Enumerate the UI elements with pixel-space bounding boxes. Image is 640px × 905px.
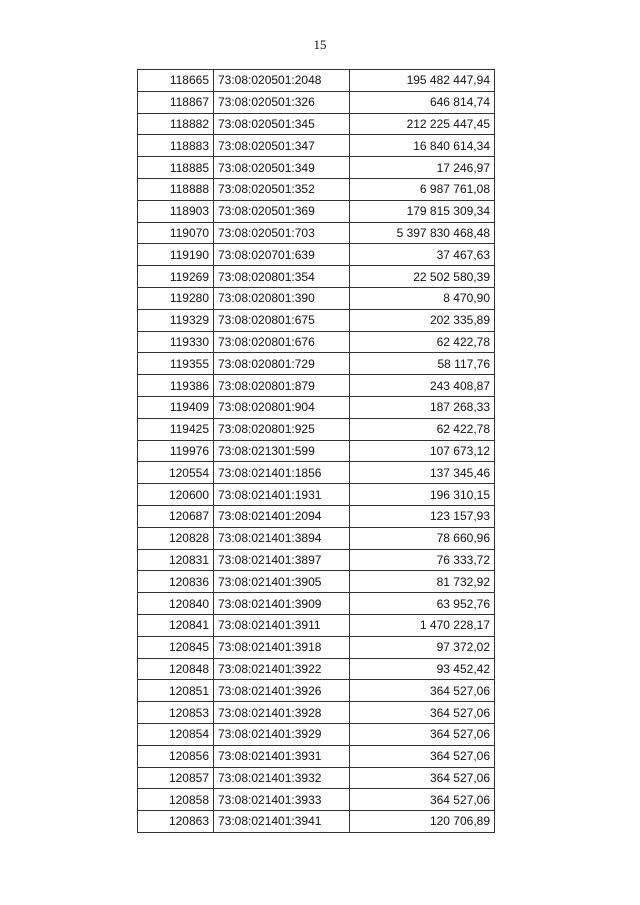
record-number-cell: 120831 <box>138 549 214 571</box>
table-row <box>138 331 495 353</box>
table-row <box>138 178 495 200</box>
record-number-cell: 120836 <box>138 571 214 593</box>
cadastral-number-cell: 73:08:021401:3932 <box>214 767 350 789</box>
value-cell: 364 527,06 <box>350 789 495 811</box>
cadastral-number-cell: 73:08:021301:599 <box>214 440 350 462</box>
value-cell: 364 527,06 <box>350 702 495 724</box>
record-number-cell: 120857 <box>138 767 214 789</box>
value-cell: 107 673,12 <box>350 440 495 462</box>
cadastral-number-cell: 73:08:020801:354 <box>214 266 350 288</box>
cadastral-number-cell: 73:08:021401:3911 <box>214 614 350 636</box>
cadastral-number-cell: 73:08:021401:3929 <box>214 723 350 745</box>
cadastral-number-cell: 73:08:020801:729 <box>214 353 350 375</box>
cadastral-number-cell: 73:08:021401:3918 <box>214 636 350 658</box>
record-number-cell: 120851 <box>138 680 214 702</box>
table-row <box>138 636 495 658</box>
value-cell: 364 527,06 <box>350 723 495 745</box>
value-cell: 196 310,15 <box>350 484 495 506</box>
value-cell: 58 117,76 <box>350 353 495 375</box>
cadastral-number-cell: 73:08:021401:1931 <box>214 484 350 506</box>
value-cell: 179 815 309,34 <box>350 200 495 222</box>
table-row <box>138 789 495 811</box>
value-cell: 81 732,92 <box>350 571 495 593</box>
table-row <box>138 723 495 745</box>
value-cell: 120 706,89 <box>350 811 495 833</box>
value-cell: 16 840 614,34 <box>350 135 495 157</box>
value-cell: 364 527,06 <box>350 767 495 789</box>
table-row <box>138 571 495 593</box>
table-row <box>138 680 495 702</box>
table-row <box>138 593 495 615</box>
record-number-cell: 120687 <box>138 505 214 527</box>
cadastral-number-cell: 73:08:020801:390 <box>214 287 350 309</box>
table-row <box>138 309 495 331</box>
value-cell: 646 814,74 <box>350 91 495 113</box>
record-number-cell: 119190 <box>138 244 214 266</box>
table-row <box>138 658 495 680</box>
table-row <box>138 244 495 266</box>
record-number-cell: 120600 <box>138 484 214 506</box>
table-row <box>138 200 495 222</box>
cadastral-number-cell: 73:08:021401:3897 <box>214 549 350 571</box>
record-number-cell: 120856 <box>138 745 214 767</box>
table-row <box>138 266 495 288</box>
cadastral-number-cell: 73:08:020801:904 <box>214 396 350 418</box>
value-cell: 63 952,76 <box>350 593 495 615</box>
cadastral-number-cell: 73:08:021401:3909 <box>214 593 350 615</box>
record-number-cell: 118885 <box>138 157 214 179</box>
value-cell: 97 372,02 <box>350 636 495 658</box>
value-cell: 137 345,46 <box>350 462 495 484</box>
cadastral-number-cell: 73:08:020501:349 <box>214 157 350 179</box>
cadastral-number-cell: 73:08:020801:879 <box>214 375 350 397</box>
record-number-cell: 120845 <box>138 636 214 658</box>
table-row <box>138 353 495 375</box>
record-number-cell: 120841 <box>138 614 214 636</box>
table-row <box>138 440 495 462</box>
record-number-cell: 118867 <box>138 91 214 113</box>
value-cell: 6 987 761,08 <box>350 178 495 200</box>
cadastral-number-cell: 73:08:021401:3931 <box>214 745 350 767</box>
registry-table <box>137 69 495 833</box>
cadastral-number-cell: 73:08:021401:3922 <box>214 658 350 680</box>
value-cell: 22 502 580,39 <box>350 266 495 288</box>
table-row <box>138 70 495 92</box>
table-row <box>138 614 495 636</box>
value-cell: 17 246,97 <box>350 157 495 179</box>
table-row <box>138 157 495 179</box>
table-row <box>138 462 495 484</box>
value-cell: 8 470,90 <box>350 287 495 309</box>
record-number-cell: 119355 <box>138 353 214 375</box>
cadastral-number-cell: 73:08:021401:3894 <box>214 527 350 549</box>
table-row <box>138 484 495 506</box>
value-cell: 62 422,78 <box>350 331 495 353</box>
record-number-cell: 119280 <box>138 287 214 309</box>
record-number-cell: 120863 <box>138 811 214 833</box>
value-cell: 62 422,78 <box>350 418 495 440</box>
record-number-cell: 120858 <box>138 789 214 811</box>
cadastral-number-cell: 73:08:020501:352 <box>214 178 350 200</box>
table-row <box>138 113 495 135</box>
value-cell: 243 408,87 <box>350 375 495 397</box>
value-cell: 195 482 447,94 <box>350 70 495 92</box>
value-cell: 123 157,93 <box>350 505 495 527</box>
table-body <box>138 70 495 833</box>
record-number-cell: 120853 <box>138 702 214 724</box>
table-row <box>138 91 495 113</box>
cadastral-number-cell: 73:08:021401:3926 <box>214 680 350 702</box>
cadastral-number-cell: 73:08:020501:347 <box>214 135 350 157</box>
table-row <box>138 745 495 767</box>
page-number: 15 <box>313 37 327 52</box>
table-row <box>138 527 495 549</box>
record-number-cell: 119269 <box>138 266 214 288</box>
record-number-cell: 118665 <box>138 70 214 92</box>
cadastral-number-cell: 73:08:020801:676 <box>214 331 350 353</box>
record-number-cell: 118903 <box>138 200 214 222</box>
cadastral-number-cell: 73:08:021401:2094 <box>214 505 350 527</box>
cadastral-number-cell: 73:08:021401:1856 <box>214 462 350 484</box>
cadastral-number-cell: 73:08:020501:345 <box>214 113 350 135</box>
record-number-cell: 119409 <box>138 396 214 418</box>
cadastral-number-cell: 73:08:020501:2048 <box>214 70 350 92</box>
table-row <box>138 702 495 724</box>
record-number-cell: 118883 <box>138 135 214 157</box>
table-row <box>138 396 495 418</box>
value-cell: 78 660,96 <box>350 527 495 549</box>
value-cell: 202 335,89 <box>350 309 495 331</box>
value-cell: 187 268,33 <box>350 396 495 418</box>
table-row <box>138 418 495 440</box>
table-row <box>138 811 495 833</box>
table-row <box>138 135 495 157</box>
record-number-cell: 119329 <box>138 309 214 331</box>
cadastral-number-cell: 73:08:020501:369 <box>214 200 350 222</box>
record-number-cell: 118882 <box>138 113 214 135</box>
record-number-cell: 120840 <box>138 593 214 615</box>
table-row <box>138 505 495 527</box>
record-number-cell: 119070 <box>138 222 214 244</box>
value-cell: 364 527,06 <box>350 680 495 702</box>
cadastral-number-cell: 73:08:021401:3928 <box>214 702 350 724</box>
value-cell: 5 397 830 468,48 <box>350 222 495 244</box>
record-number-cell: 119425 <box>138 418 214 440</box>
table-row <box>138 287 495 309</box>
value-cell: 93 452,42 <box>350 658 495 680</box>
record-number-cell: 120854 <box>138 723 214 745</box>
record-number-cell: 120554 <box>138 462 214 484</box>
table-row <box>138 767 495 789</box>
record-number-cell: 119386 <box>138 375 214 397</box>
value-cell: 76 333,72 <box>350 549 495 571</box>
cadastral-number-cell: 73:08:020501:703 <box>214 222 350 244</box>
table-row <box>138 222 495 244</box>
cadastral-number-cell: 73:08:020501:326 <box>214 91 350 113</box>
table-row <box>138 375 495 397</box>
value-cell: 364 527,06 <box>350 745 495 767</box>
cadastral-number-cell: 73:08:021401:3933 <box>214 789 350 811</box>
cadastral-number-cell: 73:08:020701:639 <box>214 244 350 266</box>
cadastral-number-cell: 73:08:020801:675 <box>214 309 350 331</box>
cadastral-number-cell: 73:08:021401:3941 <box>214 811 350 833</box>
record-number-cell: 119330 <box>138 331 214 353</box>
table-row <box>138 549 495 571</box>
record-number-cell: 118888 <box>138 178 214 200</box>
record-number-cell: 120848 <box>138 658 214 680</box>
value-cell: 37 467,63 <box>350 244 495 266</box>
cadastral-number-cell: 73:08:020801:925 <box>214 418 350 440</box>
record-number-cell: 119976 <box>138 440 214 462</box>
record-number-cell: 120828 <box>138 527 214 549</box>
cadastral-number-cell: 73:08:021401:3905 <box>214 571 350 593</box>
value-cell: 212 225 447,45 <box>350 113 495 135</box>
value-cell: 1 470 228,17 <box>350 614 495 636</box>
